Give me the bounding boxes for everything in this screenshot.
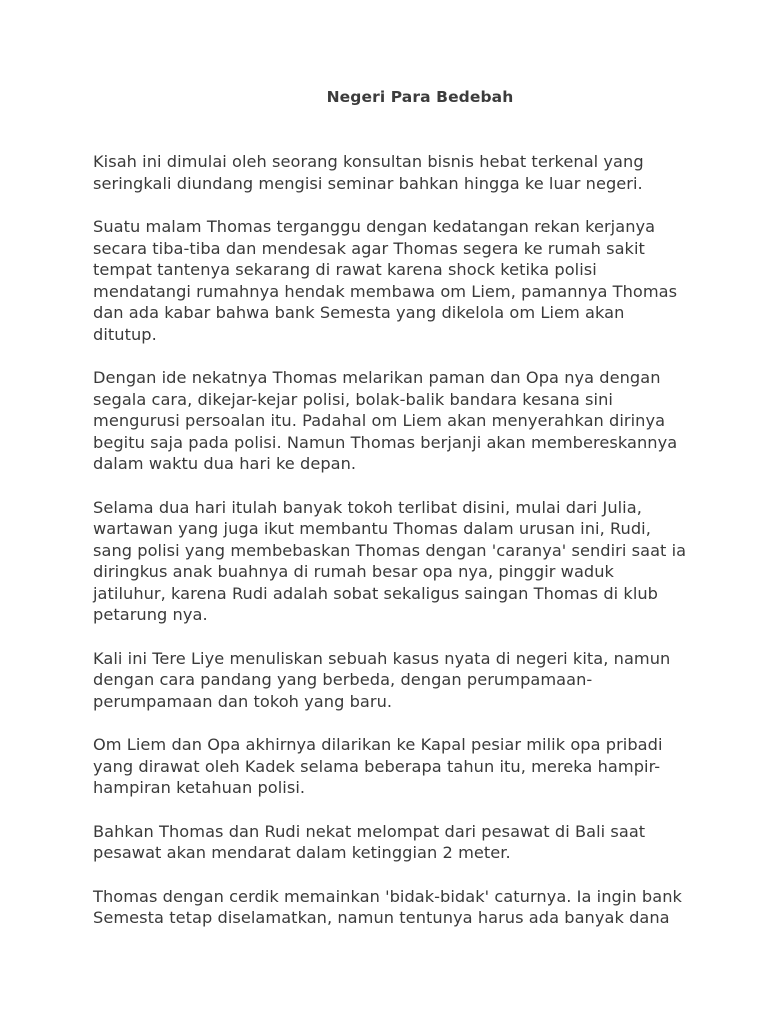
text-line: hampiran ketahuan polisi. xyxy=(93,778,306,797)
text-line: perumpamaan dan tokoh yang baru. xyxy=(93,691,393,711)
text-line: secara tiba-tiba dan mendesak agar Thomas segera ke rumah sakit xyxy=(93,238,645,258)
text-line: Bahkan Thomas dan Rudi nekat melompat dari pesawat di Bali saat xyxy=(93,821,646,841)
text-line: sang polisi yang membebaskan Thomas dengan 'caranya' sendiri saat ia xyxy=(93,540,687,560)
paragraph-1 xyxy=(93,151,693,194)
text-line: Kisah ini dimulai oleh seorang konsultan bisnis hebat terkenal yang xyxy=(93,152,644,171)
text-line: dan ada kabar bahwa bank Semesta yang dikelola om Liem akan xyxy=(93,303,625,322)
text-line: Semesta tetap diselamatkan, namun tentunya harus ada banyak dana xyxy=(93,908,670,927)
text-line: petarung nya. xyxy=(93,605,208,624)
paragraph-3 xyxy=(93,367,693,475)
text-line: wartawan yang juga ikut membantu Thomas dalam urusan ini, Rudi, xyxy=(93,519,651,538)
text-line: mengurusi persoalan itu. Padahal om Liem akan menyerahkan dirinya xyxy=(93,411,666,430)
paragraph-8 xyxy=(93,886,693,929)
paragraph-7 xyxy=(93,821,693,864)
text-line: yang dirawat oleh Kadek selama beberapa tahun itu, mereka hampir- xyxy=(93,756,661,776)
text-line: jatiluhur, karena Rudi adalah sobat sekaligus saingan Thomas di klub xyxy=(93,583,658,603)
document-title: Negeri Para Bedebah xyxy=(326,88,514,106)
text-line: Om Liem dan Opa akhirnya dilarikan ke Kapal pesiar milik opa pribadi xyxy=(93,735,663,754)
text-line: dalam waktu dua hari ke depan. xyxy=(93,454,357,473)
text-line: Thomas dengan cerdik memainkan 'bidak-bidak' caturnya. Ia ingin bank xyxy=(93,886,682,906)
text-line: Dengan ide nekatnya Thomas melarikan paman dan Opa nya dengan xyxy=(93,368,661,387)
paragraph-5 xyxy=(93,648,693,713)
paragraph-2 xyxy=(93,216,693,345)
text-line: tempat tantenya sekarang di rawat karena shock ketika polisi xyxy=(93,260,597,279)
document-body xyxy=(93,151,693,951)
text-line: Selama dua hari itulah banyak tokoh terlibat disini, mulai dari Julia, xyxy=(93,497,642,517)
text-line: Kali ini Tere Liye menuliskan sebuah kasus nyata di negeri kita, namun xyxy=(93,648,671,668)
text-line: diringkus anak buahnya di rumah besar opa nya, pinggir waduk xyxy=(93,562,614,581)
text-line: segala cara, dikejar-kejar polisi, bolak-balik bandara kesana sini xyxy=(93,389,613,409)
paragraph-4 xyxy=(93,497,693,626)
text-line: Suatu malam Thomas terganggu dengan kedatangan rekan kerjanya xyxy=(93,217,656,236)
text-line: begitu saja pada polisi. Namun Thomas berjanji akan membereskannya xyxy=(93,432,678,452)
text-line: pesawat akan mendarat dalam ketinggian 2 meter. xyxy=(93,843,511,862)
text-line: dengan cara pandang yang berbeda, dengan perumpamaan- xyxy=(93,670,593,689)
text-line: mendatangi rumahnya hendak membawa om Liem, pamannya Thomas xyxy=(93,281,678,301)
text-line: ditutup. xyxy=(93,324,157,344)
paragraph-6 xyxy=(93,734,693,799)
text-line: seringkali diundang mengisi seminar bahkan hingga ke luar negeri. xyxy=(93,173,643,193)
